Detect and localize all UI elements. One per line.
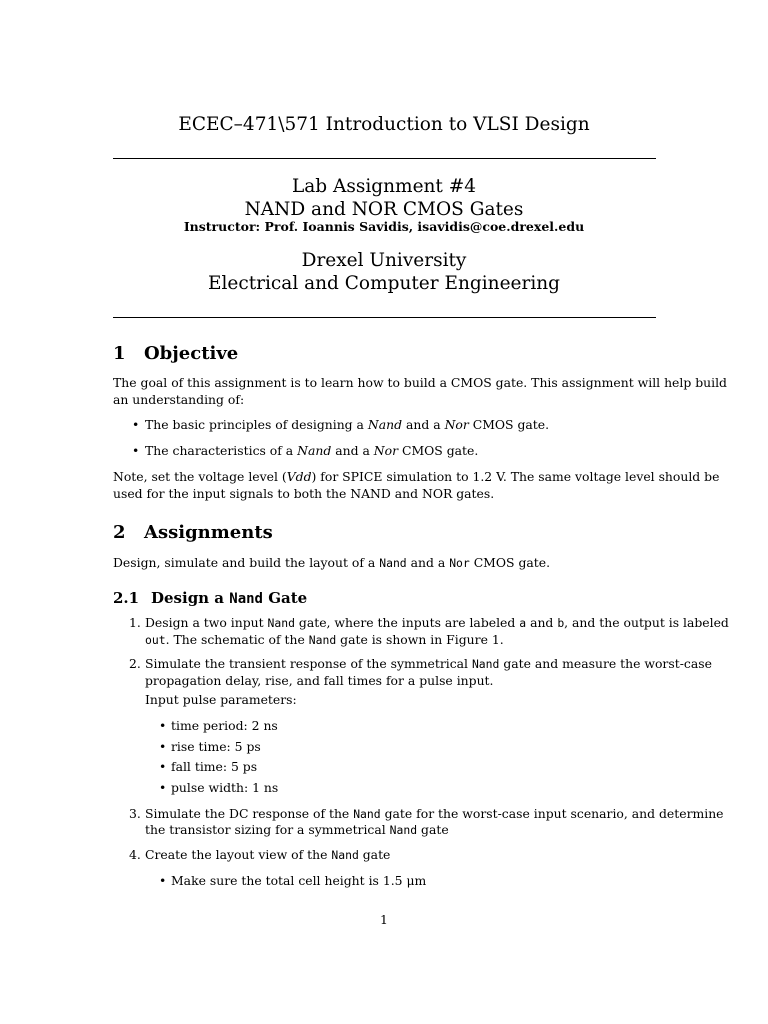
department-name: Electrical and Computer Engineering xyxy=(208,273,560,294)
enum-number: 2. xyxy=(129,656,141,671)
item4-line1: Create the layout view of the Nand gate xyxy=(145,847,391,862)
assignments-intro: Design, simulate and build the layout of a Nand and a Nor CMOS gate. xyxy=(113,555,551,570)
section-number: 2 xyxy=(113,522,126,543)
instructor-line: Instructor: Prof. Ioannis Savidis, isavidis@coe.drexel.edu xyxy=(183,219,585,234)
university-name: Drexel University xyxy=(301,250,467,271)
subsection-number: 2.1 xyxy=(113,589,140,607)
item3-line1: Simulate the DC response of the Nand gate for the worst-case input scenario, and determine xyxy=(145,806,724,821)
bullet-icon: • xyxy=(159,780,167,795)
objective-bullet-2: The characteristics of a Nand and a Nor CMOS gate. xyxy=(145,443,479,458)
objective-bullet-1: The basic principles of designing a Nand and a Nor CMOS gate. xyxy=(145,417,550,432)
pulse-param: pulse width: 1 ns xyxy=(171,780,279,795)
lab-title: NAND and NOR CMOS Gates xyxy=(244,199,524,220)
enum-number: 1. xyxy=(129,615,141,630)
page-number: 1 xyxy=(380,912,388,927)
item2-line1: Simulate the transient response of the symmetrical Nand gate and measure the worst-case xyxy=(145,656,712,671)
bullet-icon: • xyxy=(132,417,140,432)
section-heading-objective xyxy=(113,343,238,364)
item4-subbullet: Make sure the total cell height is 1.5 μm xyxy=(171,873,427,888)
objective-intro-line1: The goal of this assignment is to learn how to build a CMOS gate. This assignment will help build xyxy=(113,375,727,390)
bullet-icon: • xyxy=(159,718,167,733)
pulse-param: time period: 2 ns xyxy=(171,718,278,733)
objective-intro-line2: an understanding of: xyxy=(113,392,245,407)
section-title: Assignments xyxy=(144,522,273,543)
bullet-icon: • xyxy=(132,443,140,458)
item1-line1: Design a two input Nand gate, where the inputs are labeled a and b, and the output is labeled xyxy=(145,615,729,630)
enum-number: 3. xyxy=(129,806,141,821)
item3-line2: the transistor sizing for a symmetrical Nand gate xyxy=(145,822,449,837)
bullet-icon: • xyxy=(159,873,167,888)
item1-line2: out. The schematic of the Nand gate is shown in Figure 1. xyxy=(145,632,504,647)
objective-note-line2: used for the input signals to both the NAND and NOR gates. xyxy=(113,486,495,501)
pulse-param: fall time: 5 ps xyxy=(171,759,258,774)
section-heading-assignments xyxy=(113,522,273,543)
section-title: Objective xyxy=(144,343,239,364)
pulse-param: rise time: 5 ps xyxy=(171,739,261,754)
objective-note-line1: Note, set the voltage level (Vdd) for SPICE simulation to 1.2 V. The same voltage level should be xyxy=(113,469,720,484)
bullet-icon: • xyxy=(159,759,167,774)
course-title: ECEC–471\571 Introduction to VLSI Design xyxy=(178,114,590,135)
item2-line2: propagation delay, rise, and fall times for a pulse input. xyxy=(145,673,494,688)
bullet-icon: • xyxy=(159,739,167,754)
enum-number: 4. xyxy=(129,847,141,862)
title-rule-bottom xyxy=(113,317,656,318)
subsection-heading-nand: 2.1 Design a Nand Gate xyxy=(113,589,308,607)
item2-line3: Input pulse parameters: xyxy=(145,692,297,707)
title-rule-top xyxy=(113,158,656,159)
lab-number: Lab Assignment #4 xyxy=(291,176,477,197)
section-number: 1 xyxy=(113,343,126,364)
